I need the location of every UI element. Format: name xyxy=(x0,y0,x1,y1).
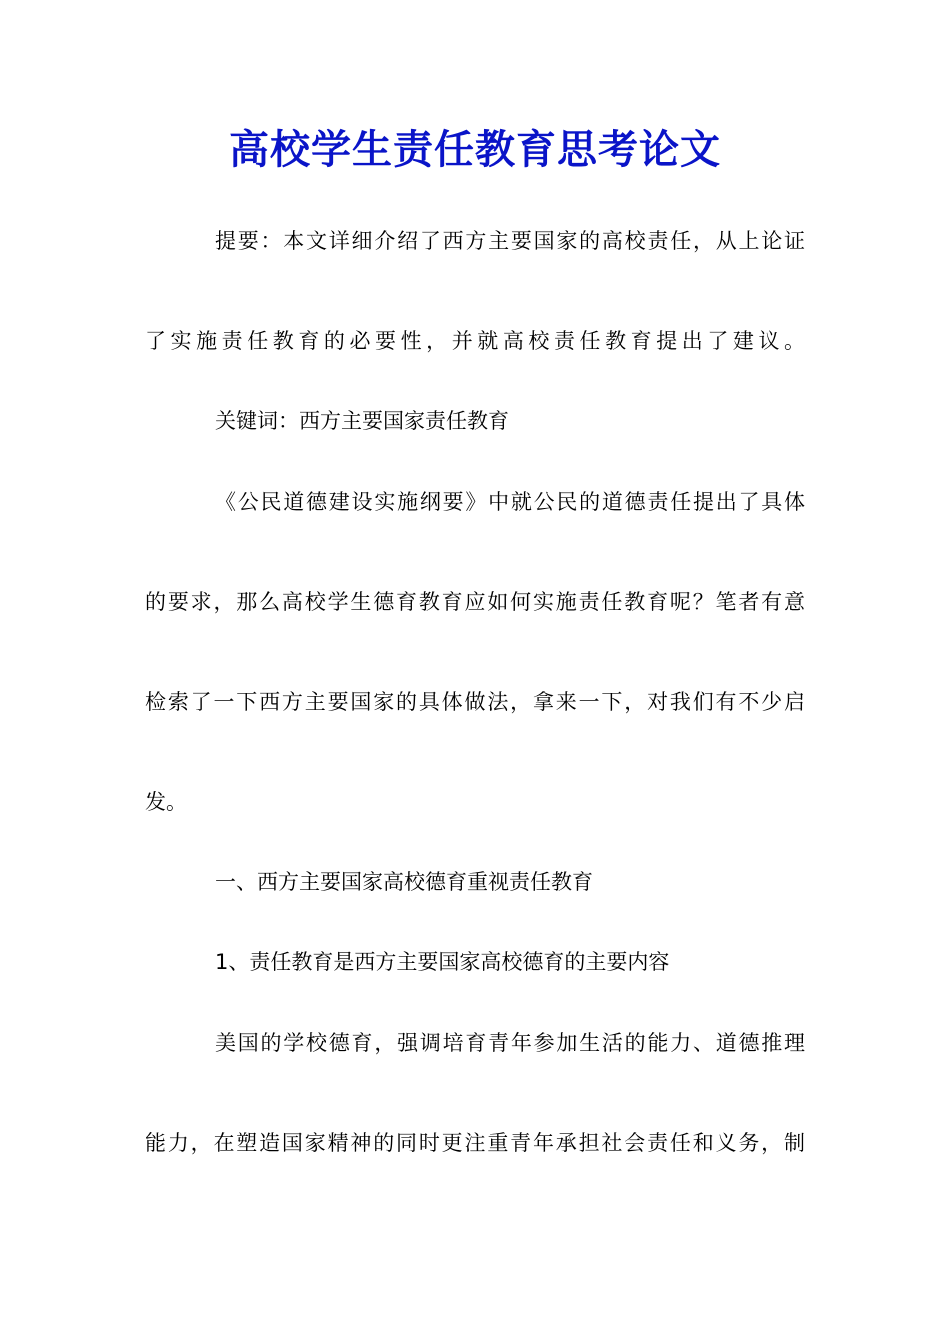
paragraph-line: 能力，在塑造国家精神的同时更注重青年承担社会责任和义务，制 xyxy=(145,1131,805,1155)
section-heading: 一、西方主要国家高校德育重视责任教育 xyxy=(215,870,593,894)
subsection-heading: 1、责任教育是西方主要国家高校德育的主要内容 xyxy=(215,950,670,974)
paragraph-line: 发。 xyxy=(145,790,187,814)
paragraph-line: 《公民道德建设实施纲要》中就公民的道德责任提出了具体 xyxy=(215,490,805,514)
document-title: 高校学生责任教育思考论文 xyxy=(229,126,721,173)
paragraph-line: 的要求，那么高校学生德育教育应如何实施责任教育呢？笔者有意 xyxy=(145,590,805,614)
paragraph-line: 了实施责任教育的必要性，并就高校责任教育提出了建议。 xyxy=(145,329,805,353)
paragraph-line: 检索了一下西方主要国家的具体做法，拿来一下，对我们有不少启 xyxy=(145,690,805,714)
paragraph-line: 关键词：西方主要国家责任教育 xyxy=(215,409,509,433)
paragraph-line: 美国的学校德育，强调培育青年参加生活的能力、道德推理 xyxy=(215,1031,805,1055)
paragraph-line: 提要：本文详细介绍了西方主要国家的高校责任，从上论证 xyxy=(215,229,805,253)
